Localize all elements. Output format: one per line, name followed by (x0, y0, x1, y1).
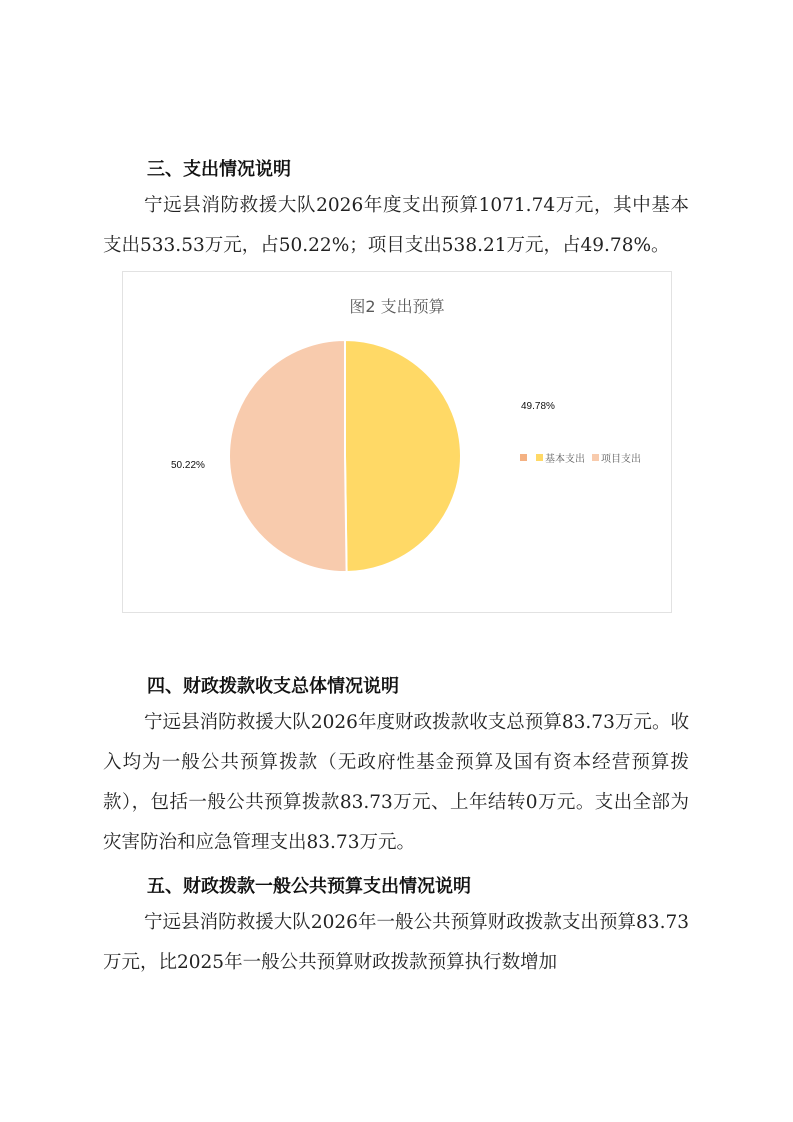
pie-chart (122, 271, 672, 613)
legend-item-basic (536, 450, 585, 465)
section3-paragraph: 宁远县消防救援大队2026年度支出预算1071.74万元，其中基本支出533.53万元，占50.22%；项目支出538.21万元，占49.78%。 (103, 195, 689, 256)
data-label-project: 50.22% (171, 460, 205, 471)
legend-item-project (592, 450, 641, 465)
section5-heading: 五、财政拨款一般公共预算支出情况说明 (147, 876, 471, 897)
section5-paragraph: 宁远县消防救援大队2026年一般公共预算财政拨款支出预算83.73万元，比2025年一般公共预算财政拨款预算执行数增加 (103, 912, 689, 973)
pie-slice-basic (345, 340, 461, 572)
data-label-basic: 49.78% (521, 401, 555, 412)
legend-label-basic: 基本支出 (545, 454, 585, 465)
pie-slice-project (229, 340, 347, 572)
section3-heading: 三、支出情况说明 (147, 159, 291, 180)
legend-swatch-project (592, 454, 599, 461)
chart-legend (520, 450, 644, 465)
legend-swatch (520, 454, 527, 461)
legend-item (520, 454, 529, 461)
section4-heading: 四、财政拨款收支总体情况说明 (147, 676, 399, 697)
legend-swatch-basic (536, 454, 543, 461)
legend-label-project: 项目支出 (601, 454, 641, 465)
pie-svg (123, 272, 671, 612)
chart-title: 图2 支出预算 (349, 297, 445, 316)
section4-paragraph: 宁远县消防救援大队2026年度财政拨款收支总预算83.73万元。收入均为一般公共预算拨款（无政府性基金预算及国有资本经营预算拨款），包括一般公共预算拨款83.73万元、上年结转0万元。支出全部为灾害防治和应急管理支出83.73万元。 (103, 712, 689, 853)
